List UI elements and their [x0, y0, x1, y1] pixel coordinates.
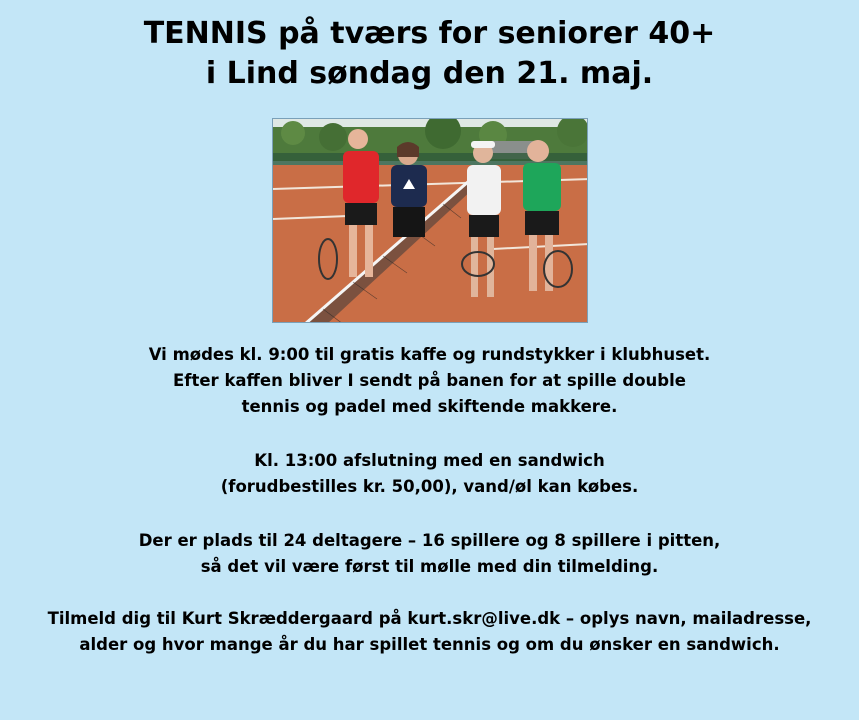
- info-paragraph-signup: [0, 606, 859, 658]
- page-title: [0, 14, 859, 94]
- paragraph-line: Vi mødes kl. 9:00 til gratis kaffe og rundstykker i klubhuset.: [148, 345, 711, 364]
- info-paragraph-lunch: [0, 448, 859, 500]
- title-line-2: i Lind søndag den 21. maj.: [205, 56, 654, 91]
- tennis-players-photo: [272, 118, 588, 323]
- paragraph-line: så det vil være først til mølle med din tilmelding.: [200, 557, 659, 576]
- paragraph-line: Efter kaffen bliver I sendt på banen for at spille double: [173, 371, 686, 390]
- paragraph-line: Der er plads til 24 deltagere – 16 spillere og 8 spillere i pitten,: [138, 531, 721, 550]
- paragraph-line: Tilmeld dig til Kurt Skræddergaard på kurt.skr@live.dk – oplys navn, mailadresse,: [47, 609, 812, 628]
- paragraph-line: tennis og padel med skiftende makkere.: [241, 397, 618, 416]
- title-line-1: TENNIS på tværs for seniorer 40+: [143, 16, 716, 51]
- info-paragraph-meeting: [0, 342, 859, 420]
- paragraph-line: (forudbestilles kr. 50,00), vand/øl kan købes.: [220, 477, 639, 496]
- paragraph-line: alder og hvor mange år du har spillet tennis og om du ønsker en sandwich.: [79, 635, 780, 654]
- paragraph-line: Kl. 13:00 afslutning med en sandwich: [254, 451, 605, 470]
- photo-illustration: [273, 119, 588, 323]
- info-paragraph-capacity: [0, 528, 859, 580]
